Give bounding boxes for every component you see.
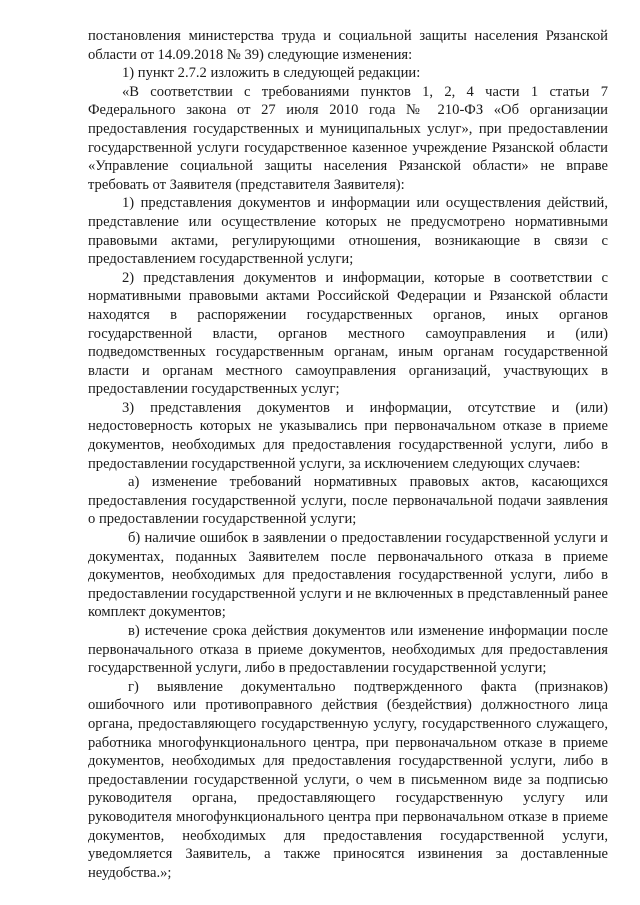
paragraph-subitem-g: г) выявление документально подтвержденного факта (признаков) ошибочного или противоправного действия (бездействия) должностного лица органа, предоставляющего государственную услугу, государственного служащего, работника многофункционального центра, при первоначальном отказе в приеме документов, необходимых для предоставления государственной услуги, либо в предоставлении государственной услуги, о чем в письменном виде за подписью руководителя органа, предоставляющего государственную услугу или руководителя многофункционального центра при первоначальном отказе в приеме документов, необходимых для предоставления государственной услуги, уведомляется Заявитель, а также приносятся извинения за доставленные неудобства.»; bbox=[88, 678, 608, 881]
paragraph-item-2: 2) представления документов и информации, которые в соответствии с нормативными правовыми актами Российской Федерации и Рязанской области находятся в распоряжении государственных органов, иных органов государственной власти, органов местного самоуправления и (или) подведомственных государственным органам, иным органам государственной власти и органам местного самоуправления организаций, участвующих в предоставлении государственных услуг; bbox=[88, 269, 608, 398]
paragraph-item-1: 1) представления документов и информации или осуществления действий, представление или осуществление которых не предусмотрено нормативными правовыми актами, регулирующими отношения, возникающие в связи с предоставлением государственной услуги; bbox=[88, 195, 608, 268]
paragraph-item-3: 3) представления документов и информации, отсутствие и (или) недостоверность которых не указывались при первоначальном отказе в приеме документов, необходимых для предоставления государственной услуги, либо в предоставлении государственной услуги, за исключением следующих случаев: bbox=[88, 399, 608, 472]
paragraph-subitem-a: а) изменение требований нормативных правовых актов, касающихся предоставления государственной услуги, после первоначальной подачи заявления о предоставлении государственной услуги; bbox=[88, 474, 608, 528]
paragraph-new-wording: «В соответствии с требованиями пунктов 1, 2, 4 части 1 статьи 7 Федерального закона от 27 июля 2010 года № 210-ФЗ «Об организации предоставления государственных и муниципальных услуг», при предоставлении государственной услуги государственное казенное учреждение Рязанской области «Управление социальной защиты населения Рязанской области» не вправе требовать от Заявителя (представителя Заявителя): bbox=[88, 83, 608, 193]
document-page bbox=[88, 27, 608, 882]
paragraph-intro: постановления министерства труда и социальной защиты населения Рязанской области от 14.09.2018 № 39) следующие изменения: bbox=[88, 28, 608, 63]
paragraph-point-1: 1) пункт 2.7.2 изложить в следующей редакции: bbox=[122, 65, 421, 82]
paragraph-subitem-v: в) истечение срока действия документов или изменение информации после первоначального отказа в приеме документов, необходимых для предоставления государственной услуги, либо в предоставлении государственной услуги; bbox=[88, 623, 608, 677]
paragraph-subitem-b: б) наличие ошибок в заявлении о предоставлении государственной услуги и документах, поданных Заявителем после первоначального отказа в приеме документов, необходимых для предоставления государственной услуги, либо в предоставлении государственной услуги и не включенных в представленный ранее комплект документов; bbox=[88, 530, 608, 621]
